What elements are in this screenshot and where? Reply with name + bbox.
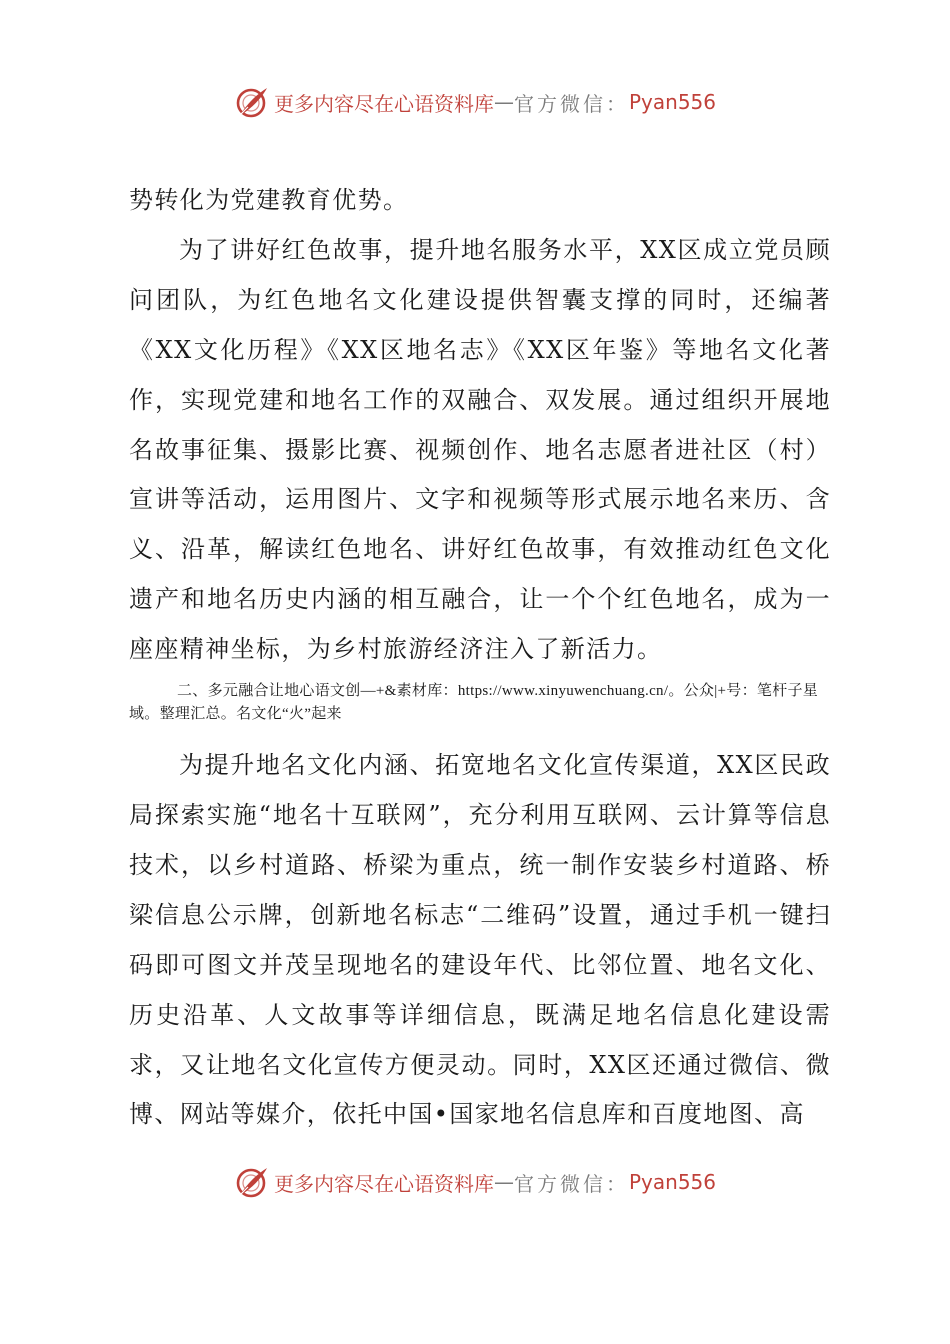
- banner-wechat-id: Pyan556: [628, 1170, 716, 1194]
- paragraph-red-stories: 为了讲好红色故事，提升地名服务水平，XX区成立党员顾问团队，为红色地名文化建设提供智囊支撑的同时，还编著《XX文化历程》《XX区地名志》《XX区年鉴》等地名文化著作，实现党建和地名工作的双融合、双发展。通过组织开展地名故事征集、摄影比赛、视频创作、地名志愿者进社区（村）宣讲等活动，运用图片、文字和视频等形式展示地名来历、含义、沿革，解读红色地名、讲好红色故事，有效推动红色文化遗产和地名历史内涵的相互融合，让一个个红色地名，成为一座座精神坐标，为乡村旅游经济注入了新活力。: [129, 235, 831, 664]
- section-heading: 二、多元融合让地心语文创—+&素材库：https://www.xinyuwenchuang.cn/。公众|+号：笔杆子星域。整理汇总。名文化“火”起来: [129, 683, 819, 723]
- document-body: [129, 176, 831, 1140]
- banner-title: 更多内容尽在心语资料库: [273, 1171, 494, 1196]
- banner-title: 更多内容尽在心语资料库: [273, 91, 494, 116]
- banner-separator: —: [493, 1170, 514, 1194]
- banner-separator: —: [493, 90, 514, 114]
- banner-wechat-label: 官方微信：: [513, 1171, 629, 1196]
- paragraph-continuation: 势转化为党建教育优势。: [129, 186, 409, 214]
- header-banner: [0, 84, 950, 120]
- footer-banner: [0, 1164, 950, 1200]
- banner-wechat-label: 官方微信：: [513, 91, 629, 116]
- quill-logo-icon: [234, 1164, 270, 1200]
- banner-wechat-id: Pyan556: [628, 90, 716, 114]
- quill-logo-icon: [234, 84, 270, 120]
- paragraph-internet-plus: 为提升地名文化内涵、拓宽地名文化宣传渠道，XX区民政局探索实施“地名十互联网”，充分利用互联网、云计算等信息技术，以乡村道路、桥梁为重点，统一制作安装乡村道路、桥梁信息公示牌，创新地名标志“二维码”设置，通过手机一键扫码即可图文并茂呈现地名的建设年代、比邻位置、地名文化、历史沿革、人文故事等详细信息，既满足地名信息化建设需求，又让地名文化宣传方便灵动。同时，XX区还通过微信、微博、网站等媒介，依托中国•国家地名信息库和百度地图、高: [129, 751, 831, 1129]
